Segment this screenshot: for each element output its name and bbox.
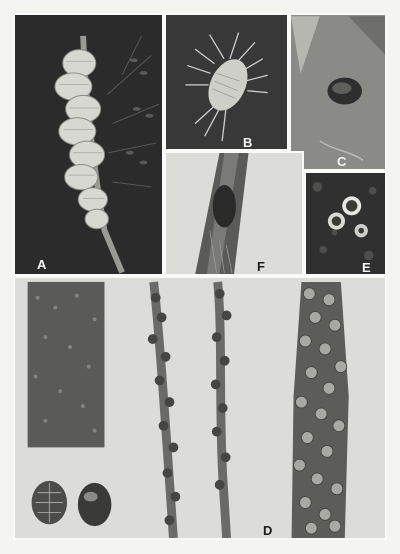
panel-f [164, 151, 304, 276]
panel-c [289, 13, 387, 171]
panel-d-photo [15, 278, 385, 538]
panel-b [164, 13, 289, 151]
panel-c-photo [291, 15, 385, 169]
panel-e-photo [306, 173, 385, 274]
panel-a-label: A [37, 257, 47, 272]
panel-a-photo [15, 15, 162, 274]
panel-f-photo [166, 153, 302, 274]
panel-e [304, 171, 387, 276]
panel-d-label: D [263, 523, 273, 538]
panel-b-photo [166, 15, 287, 149]
panel-a [13, 13, 164, 276]
panel-e-label: E [362, 260, 371, 275]
panel-d [13, 276, 387, 540]
panel-b-label: B [243, 135, 253, 150]
panel-c-label: C [337, 154, 347, 169]
panel-f-label: F [257, 259, 265, 274]
